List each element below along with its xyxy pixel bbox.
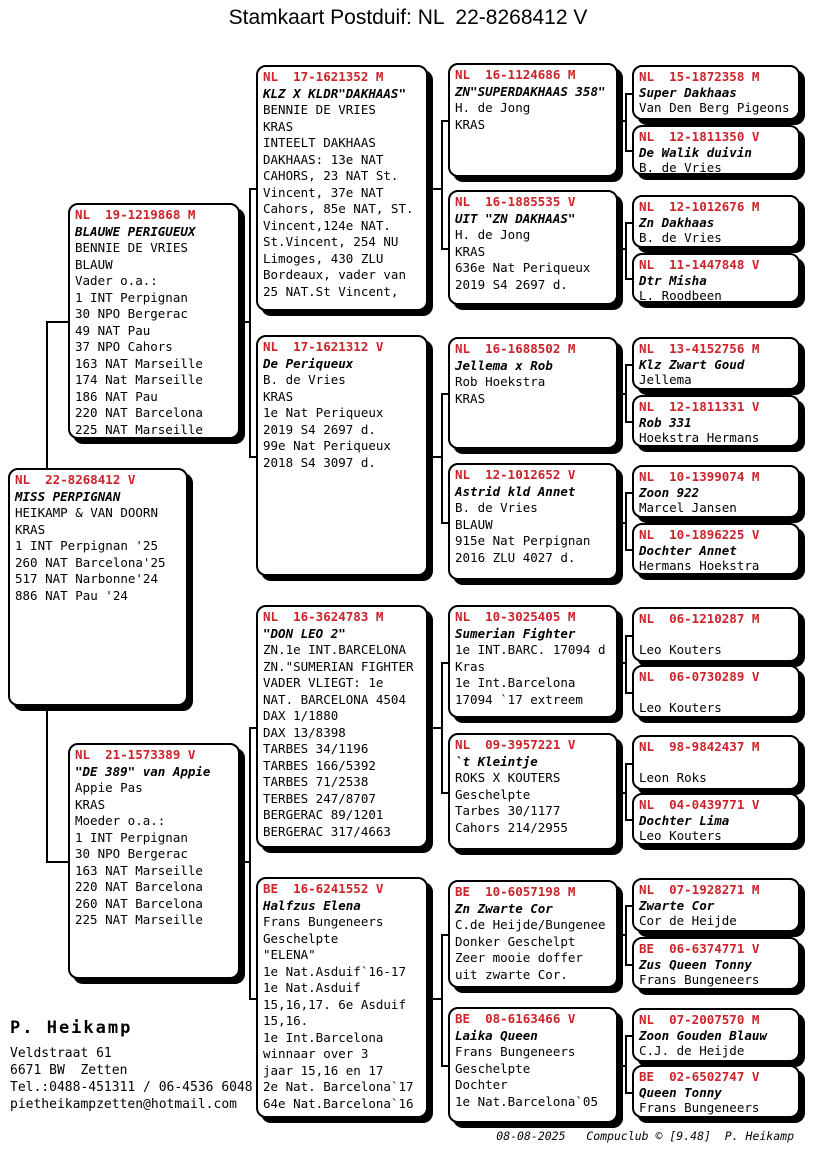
connector-line bbox=[441, 393, 448, 395]
box-line: 886 NAT Pau '24 bbox=[15, 587, 128, 603]
box-line: Limoges, 430 ZLU bbox=[263, 250, 384, 266]
box-line: 1 INT Perpignan bbox=[75, 289, 188, 305]
box-line: H. de Jong bbox=[455, 227, 531, 242]
connector-line bbox=[625, 549, 632, 551]
box-line: 636e Nat Periqueux bbox=[455, 260, 591, 275]
pedigree-box-g3h bbox=[448, 1007, 618, 1123]
box-line: Frans Bungeneers bbox=[455, 1044, 576, 1059]
box-line: 1e Int.Barcelona bbox=[455, 675, 576, 690]
pedigree-box-g3a bbox=[448, 63, 618, 177]
box-line: KRAS bbox=[15, 521, 46, 537]
ring-number: BE 10-6057198 M bbox=[455, 884, 576, 899]
bird-name: Queen Tonny bbox=[639, 1084, 722, 1100]
box-line: KRAS bbox=[263, 388, 294, 404]
box-line: 64e Nat.Barcelona`16 bbox=[263, 1095, 414, 1111]
box-line: 2019 S4 2697 d. bbox=[455, 276, 568, 292]
box-line: BENNIE DE VRIES bbox=[75, 240, 188, 255]
ring-number: NL 06-1210287 M bbox=[639, 611, 760, 626]
pedigree-box-g4g bbox=[632, 465, 800, 518]
box-line: Marcel Jansen bbox=[639, 500, 737, 515]
connector-line bbox=[625, 492, 632, 494]
box-line: TARBES 71/2538 bbox=[263, 774, 369, 789]
connector-line bbox=[625, 93, 632, 95]
pedigree-box-g2a bbox=[256, 65, 428, 311]
box-line: 2e Nat. Barcelona`17 bbox=[263, 1079, 414, 1094]
box-line: 15,16. bbox=[263, 1013, 309, 1028]
box-line: 1e Nat.Asduif bbox=[263, 980, 361, 995]
box-line: BENNIE DE VRIES bbox=[263, 102, 376, 117]
box-line: KRAS bbox=[455, 390, 486, 406]
ring-number: NL 12-1012676 M bbox=[639, 199, 760, 214]
box-line: Zeer mooie doffer bbox=[455, 950, 583, 965]
bird-name: Zoon Gouden Blauw bbox=[639, 1027, 767, 1043]
box-line: Donker Geschelpt bbox=[455, 933, 576, 949]
connector-line bbox=[441, 120, 443, 250]
connector-line bbox=[625, 1035, 627, 1094]
box-line: KRAS bbox=[455, 116, 486, 132]
bird-name: UIT "ZN DAKHAAS" bbox=[455, 210, 576, 226]
box-line: 260 NAT Barcelona'25 bbox=[15, 554, 166, 570]
connector-line bbox=[249, 727, 256, 729]
ring-number: NL 17-1621352 M bbox=[263, 69, 384, 84]
bird-name: Halfzus Elena bbox=[263, 897, 361, 913]
box-line: 260 NAT Barcelona bbox=[75, 895, 203, 911]
box-line: Cahors, 85e NAT, ST. bbox=[263, 201, 414, 216]
connector-line bbox=[441, 934, 448, 936]
connector-line bbox=[618, 393, 625, 395]
connector-line bbox=[625, 222, 627, 281]
connector-line bbox=[625, 964, 632, 966]
bird-name: De Periqueux bbox=[263, 355, 354, 371]
bird-name: `t Kleintje bbox=[455, 753, 538, 769]
box-line: Kras bbox=[455, 658, 486, 674]
bird-name: "DE 389" van Appie bbox=[75, 763, 211, 779]
bird-name: Zn Zwarte Cor bbox=[455, 900, 553, 916]
connector-line bbox=[625, 1035, 632, 1037]
page-title: Stamkaart Postduif: NL 22-8268412 V bbox=[228, 6, 588, 29]
bird-name: MISS PERPIGNAN bbox=[15, 488, 121, 504]
box-line: 163 NAT Marseille bbox=[75, 355, 203, 371]
box-line: B. de Vries bbox=[639, 160, 722, 175]
ring-number: BE 02-6502747 V bbox=[639, 1069, 760, 1084]
box-line: Leo Kouters bbox=[639, 642, 722, 657]
box-line: BERGERAC 89/1201 bbox=[263, 807, 384, 822]
ring-number: NL 16-3624783 M bbox=[263, 609, 384, 624]
bird-name: "DON LEO 2" bbox=[263, 625, 346, 641]
box-line: 2016 ZLU 4027 d. bbox=[455, 549, 576, 565]
owner-email: pietheikampzetten@hotmail.com bbox=[10, 1097, 237, 1112]
box-line: HEIKAMP & VAN DOORN bbox=[15, 505, 158, 520]
box-line: Appie Pas bbox=[75, 780, 143, 795]
box-line: 220 NAT Barcelona bbox=[75, 879, 203, 894]
box-line: 225 NAT Marseille bbox=[75, 912, 203, 927]
box-line: 1e INT.BARC. 17094 d bbox=[455, 642, 606, 657]
ring-number: NL 13-4152756 M bbox=[639, 341, 760, 356]
connector-line bbox=[625, 819, 632, 821]
bird-name: Dtr Misha bbox=[639, 272, 707, 288]
connector-line bbox=[625, 763, 632, 765]
pedigree-box-g4m bbox=[632, 878, 800, 932]
pedigree-box-g2b bbox=[256, 335, 428, 576]
box-line: INTEELT DAKHAAS bbox=[263, 135, 376, 150]
pedigree-box-g4k bbox=[632, 735, 800, 790]
connector-line bbox=[428, 727, 441, 729]
connector-line bbox=[441, 662, 448, 664]
owner-block bbox=[10, 1018, 253, 1113]
connector-line bbox=[625, 364, 632, 366]
bird-name: Sumerian Fighter bbox=[455, 625, 576, 641]
box-line: ZN.1e INT.BARCELONA bbox=[263, 642, 406, 657]
bird-name: Jellema x Rob bbox=[455, 357, 553, 373]
pedigree-box-g4n bbox=[632, 937, 800, 990]
connector-line bbox=[428, 998, 441, 1000]
ring-number: NL 10-1399074 M bbox=[639, 469, 760, 484]
pedigree-box-g4f bbox=[632, 395, 800, 447]
connector-line bbox=[46, 861, 68, 863]
connector-line bbox=[249, 188, 251, 458]
box-line: ZN."SUMERIAN FIGHTER bbox=[263, 658, 414, 674]
pedigree-box-g3e bbox=[448, 605, 618, 718]
box-line: 2019 S4 2697 d. bbox=[263, 421, 376, 437]
ring-number: NL 15-1872358 M bbox=[639, 69, 760, 84]
box-line: 37 NPO Cahors bbox=[75, 339, 173, 354]
connector-line bbox=[249, 188, 256, 190]
box-line: St.Vincent, 254 NU bbox=[263, 234, 399, 249]
box-line: Vincent, 37e NAT bbox=[263, 184, 384, 200]
box-line: 99e Nat Periqueux bbox=[263, 438, 391, 453]
connector-line bbox=[625, 150, 632, 152]
connector-line bbox=[625, 492, 627, 552]
footer-credit: 08-08-2025 Compuclub © [9.48] P. Heikamp bbox=[496, 1129, 794, 1143]
bird-name bbox=[639, 685, 793, 701]
box-line: 25 NAT.St Vincent, bbox=[263, 283, 399, 299]
connector-line bbox=[441, 522, 448, 524]
box-line: TARBES 34/1196 bbox=[263, 741, 369, 756]
connector-line bbox=[618, 522, 625, 524]
connector-line bbox=[625, 421, 632, 423]
box-line: 186 NAT Pau bbox=[75, 388, 158, 404]
connector-line bbox=[428, 456, 441, 458]
bird-name: ZN"SUPERDAKHAAS 358" bbox=[455, 83, 606, 99]
ring-number: NL 11-1447848 V bbox=[639, 257, 760, 272]
box-line: Cahors 214/2955 bbox=[455, 819, 568, 835]
owner-address-line: Veldstraat 61 bbox=[10, 1046, 112, 1061]
box-line: 17094 `17 extreem bbox=[455, 691, 583, 707]
box-line: 49 NAT Pau bbox=[75, 322, 151, 338]
pedigree-box-g3g bbox=[448, 880, 618, 988]
box-line: 30 NPO Bergerac bbox=[75, 306, 188, 321]
box-line: Tarbes 30/1177 bbox=[455, 803, 561, 818]
connector-line bbox=[249, 727, 251, 1000]
connector-line bbox=[625, 278, 632, 280]
box-line: C.J. de Heijde bbox=[639, 1043, 745, 1058]
connector-line bbox=[618, 1065, 625, 1067]
box-line: Frans Bungeneers bbox=[263, 914, 384, 929]
pedigree-box-father bbox=[68, 203, 240, 439]
ring-number: BE 16-6241552 V bbox=[263, 881, 384, 896]
connector-line bbox=[625, 763, 627, 822]
box-line: winnaar over 3 bbox=[263, 1046, 369, 1061]
box-line: BERGERAC 317/4663 bbox=[263, 823, 391, 839]
box-line: BLAUW bbox=[455, 516, 493, 532]
connector-line bbox=[625, 635, 627, 694]
connector-line bbox=[441, 393, 443, 524]
connector-line bbox=[618, 120, 625, 122]
pedigree-box-g4p bbox=[632, 1065, 800, 1118]
connector-line bbox=[625, 364, 627, 424]
ring-number: BE 08-6163466 V bbox=[455, 1011, 576, 1026]
box-line: Geschelpte bbox=[263, 930, 339, 946]
pedigree-box-mother bbox=[68, 743, 240, 979]
connector-line bbox=[618, 934, 625, 936]
pedigree-box-g2c bbox=[256, 605, 428, 848]
box-line: B. de Vries bbox=[455, 500, 538, 515]
owner-address-line: 6671 BW Zetten bbox=[10, 1063, 128, 1078]
box-line: KRAS bbox=[455, 243, 486, 259]
connector-line bbox=[249, 998, 256, 1000]
pedigree-box-g4c bbox=[632, 195, 800, 248]
ring-number: NL 12-1012652 V bbox=[455, 467, 576, 482]
bird-name bbox=[639, 627, 793, 643]
connector-line bbox=[625, 905, 632, 907]
pedigree-box-g4b bbox=[632, 125, 800, 175]
box-line: 1 INT Perpignan '25 bbox=[15, 538, 158, 553]
box-line: Frans Bungeneers bbox=[639, 1100, 760, 1115]
ring-number: NL 98-9842437 M bbox=[639, 739, 760, 754]
ring-number: NL 06-0730289 V bbox=[639, 669, 760, 684]
connector-line bbox=[441, 662, 443, 794]
box-line: Hoekstra Hermans bbox=[639, 430, 760, 445]
box-line: Frans Bungeneers bbox=[639, 972, 760, 987]
connector-line bbox=[441, 120, 448, 122]
pedigree-box-g3f bbox=[448, 733, 618, 850]
owner-phone: Tel.:0488-451311 / 06-4536 6048 bbox=[10, 1080, 253, 1095]
connector-line bbox=[618, 662, 625, 664]
box-line: 220 NAT Barcelona bbox=[75, 405, 203, 420]
box-line: Moeder o.a.: bbox=[75, 813, 166, 828]
box-line: Rob Hoekstra bbox=[455, 374, 546, 389]
connector-line bbox=[625, 1092, 632, 1094]
box-line: Leo Kouters bbox=[639, 828, 722, 843]
connector-line bbox=[46, 321, 68, 323]
ring-number: NL 07-1928271 M bbox=[639, 882, 760, 897]
bird-name: Klz Zwart Goud bbox=[639, 356, 745, 372]
ring-number: NL 17-1621312 V bbox=[263, 339, 384, 354]
box-line: C.de Heijde/Bungenee bbox=[455, 917, 606, 932]
bird-name: Laika Queen bbox=[455, 1027, 538, 1043]
ring-number: NL 07-2007570 M bbox=[639, 1012, 760, 1027]
box-line: Vader o.a.: bbox=[75, 273, 158, 288]
connector-line bbox=[625, 93, 627, 153]
bird-name: Dochter Annet bbox=[639, 542, 737, 558]
bird-name: Zwarte Cor bbox=[639, 897, 715, 913]
pedigree-box-g4i bbox=[632, 607, 800, 662]
box-line: DAX 13/8398 bbox=[263, 724, 346, 740]
box-line: uit zwarte Cor. bbox=[455, 966, 568, 982]
ring-number: NL 16-1688502 M bbox=[455, 341, 576, 356]
bird-name: Super Dakhaas bbox=[639, 84, 737, 100]
box-line: NAT. BARCELONA 4504 bbox=[263, 691, 406, 707]
box-line: VADER VLIEGT: 1e bbox=[263, 675, 384, 690]
connector-line bbox=[441, 934, 443, 1067]
pedigree-box-g3d bbox=[448, 463, 618, 580]
box-line: "ELENA" bbox=[263, 947, 316, 962]
connector-line bbox=[240, 321, 249, 323]
box-line: 1e Nat.Barcelona`05 bbox=[455, 1093, 598, 1109]
box-line: TARBES 166/5392 bbox=[263, 757, 376, 773]
box-line: DAX 1/1880 bbox=[263, 708, 339, 723]
pedigree-box-g3b bbox=[448, 190, 618, 305]
connector-line bbox=[240, 861, 249, 863]
box-line: B. de Vries bbox=[263, 372, 346, 387]
pedigree-box-g4l bbox=[632, 793, 800, 845]
box-line: KRAS bbox=[263, 118, 294, 134]
connector-line bbox=[625, 222, 632, 224]
box-line: Leo Kouters bbox=[639, 700, 722, 715]
box-line: 915e Nat Perpignan bbox=[455, 533, 591, 548]
connector-line bbox=[428, 188, 441, 190]
pedigree-box-g4d bbox=[632, 253, 800, 303]
ring-number: NL 12-1811350 V bbox=[639, 129, 760, 144]
connector-line bbox=[625, 635, 632, 637]
box-line: CAHORS, 23 NAT St. bbox=[263, 168, 399, 183]
bird-name: Astrid kld Annet bbox=[455, 483, 576, 499]
box-line: BLAUW bbox=[75, 256, 113, 272]
box-line: L. Roodbeen bbox=[639, 288, 722, 303]
box-line: 1e Nat.Asduif`16-17 bbox=[263, 963, 406, 979]
box-line: 225 NAT Marseille bbox=[75, 421, 203, 437]
box-line: B. de Vries bbox=[639, 230, 722, 245]
bird-name: Zus Queen Tonny bbox=[639, 956, 752, 972]
bird-name: KLZ X KLDR"DAKHAAS" bbox=[263, 85, 406, 101]
ring-number: NL 21-1573389 V bbox=[75, 747, 196, 762]
ring-number: NL 19-1219868 M bbox=[75, 207, 196, 222]
bird-name: De Walik duivin bbox=[639, 144, 752, 160]
connector-line bbox=[618, 792, 625, 794]
box-line: TERBES 247/8707 bbox=[263, 790, 376, 806]
pedigree-box-g4h bbox=[632, 523, 800, 575]
connector-line bbox=[618, 248, 625, 250]
box-line: 1 INT Perpignan bbox=[75, 829, 188, 845]
box-line: 1e Nat Periqueux bbox=[263, 405, 384, 420]
ring-number: NL 10-1896225 V bbox=[639, 527, 760, 542]
box-line: Cor de Heijde bbox=[639, 913, 737, 928]
box-line: Geschelpte bbox=[455, 786, 531, 802]
bird-name: BLAUWE PERIGUEUX bbox=[75, 223, 196, 239]
connector-line bbox=[249, 456, 256, 458]
pedigree-box-g4o bbox=[632, 1008, 800, 1062]
box-line: KRAS bbox=[75, 796, 106, 812]
box-line: jaar 15,16 en 17 bbox=[263, 1062, 384, 1078]
connector-line bbox=[625, 692, 632, 694]
bird-name: Dochter Lima bbox=[639, 812, 730, 828]
pedigree-box-g4e bbox=[632, 337, 800, 390]
box-line: 174 Nat Marseille bbox=[75, 372, 203, 387]
box-line: 1e Int.Barcelona bbox=[263, 1029, 384, 1045]
box-line: Bordeaux, vader van bbox=[263, 267, 406, 282]
box-line: ROKS X KOUTERS bbox=[455, 770, 561, 785]
pedigree-box-g4a bbox=[632, 65, 800, 120]
connector-line bbox=[441, 248, 448, 250]
box-line: Geschelpte bbox=[455, 1060, 531, 1076]
connector-line bbox=[625, 905, 627, 966]
ring-number: NL 12-1811331 V bbox=[639, 399, 760, 414]
bird-name: Zoon 922 bbox=[639, 484, 700, 500]
ring-number: BE 06-6374771 V bbox=[639, 941, 760, 956]
ring-number: NL 16-1885535 V bbox=[455, 194, 576, 209]
box-line: Leon Roks bbox=[639, 770, 707, 785]
bird-name: Rob 331 bbox=[639, 414, 692, 430]
ring-number: NL 16-1124686 M bbox=[455, 67, 576, 82]
box-line: Van Den Berg Pigeons bbox=[639, 100, 790, 115]
owner-name: P. Heikamp bbox=[10, 1018, 133, 1038]
pedigree-box-subject bbox=[8, 468, 188, 706]
bird-name: Zn Dakhaas bbox=[639, 214, 715, 230]
bird-name bbox=[639, 755, 793, 771]
box-line: 30 NPO Bergerac bbox=[75, 846, 188, 861]
box-line: Dochter bbox=[455, 1077, 508, 1092]
pedigree-box-g4j bbox=[632, 665, 800, 718]
pedigree-box-g3c bbox=[448, 337, 618, 449]
box-line: 163 NAT Marseille bbox=[75, 862, 203, 878]
box-line: 15,16,17. 6e Asduif bbox=[263, 996, 406, 1012]
box-line: H. de Jong bbox=[455, 100, 531, 115]
box-line: 2018 S4 3097 d. bbox=[263, 454, 376, 470]
box-line: Jellema bbox=[639, 372, 692, 387]
box-line: 517 NAT Narbonne'24 bbox=[15, 571, 158, 586]
ring-number: NL 09-3957221 V bbox=[455, 737, 576, 752]
pedigree-box-g2d bbox=[256, 877, 428, 1118]
box-line: DAKHAAS: 13e NAT bbox=[263, 151, 384, 167]
connector-line bbox=[441, 792, 448, 794]
connector-line bbox=[441, 1065, 448, 1067]
ring-number: NL 10-3025405 M bbox=[455, 609, 576, 624]
ring-number: NL 04-0439771 V bbox=[639, 797, 760, 812]
ring-number: NL 22-8268412 V bbox=[15, 472, 136, 487]
box-line: Vincent,124e NAT. bbox=[263, 217, 391, 233]
box-line: Hermans Hoekstra bbox=[639, 558, 760, 573]
